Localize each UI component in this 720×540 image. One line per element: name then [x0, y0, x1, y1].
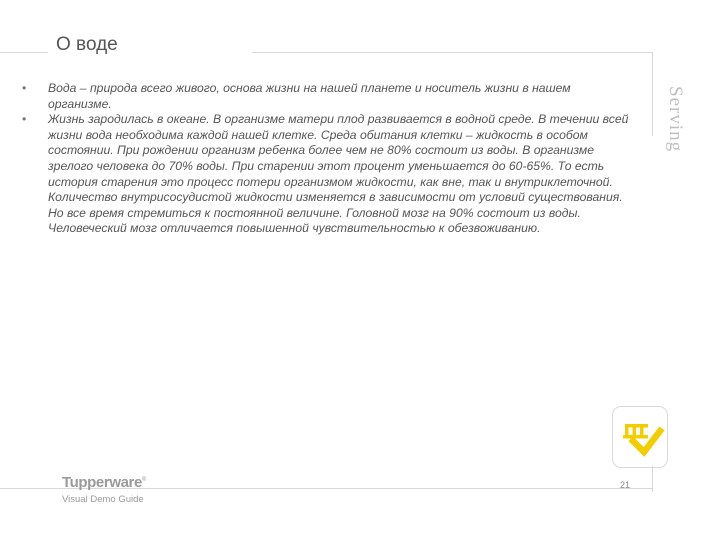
list-item	[22, 81, 632, 112]
top-divider-left	[0, 52, 48, 53]
bullet-dot-icon: •	[22, 112, 27, 127]
trademark-symbol: ®	[141, 477, 146, 483]
serving-logo-icon	[612, 406, 668, 468]
serving-logo-graphic	[613, 407, 667, 467]
top-divider	[252, 52, 652, 53]
slide-title: О воде	[56, 34, 118, 55]
list-item-text: Жизнь зародилась в океане. В организме матери плод развивается в водной среде. В течении всей жизни вода необходима каждой нашей клетке. Среда обитания клетки – жидкость в особом состоянии. При рождении организм ребенка более чем не 80% состоит из воды. В организме зрелого человека до 70% воды. При старении этот процент уменьшается до 60-65%. То есть история старения это процесс потери организмом жидкости, как вне, так и внутриклеточной. Количество внутрисосудистой жидкости изменяется в зависимости от условий существования. Но все время стремиться к постоянной величине. Головной мозг на 90% состоит из воды. Человеческий мозг отличается повышенной чувствительностью к обезвоживанию.	[48, 112, 629, 236]
brand-subtitle: Visual Demo Guide	[62, 494, 144, 505]
brand-logo	[62, 474, 146, 491]
bullet-dot-icon: •	[22, 81, 27, 95]
bullet-list	[22, 81, 632, 237]
list-item	[22, 112, 632, 237]
section-label-text: Serving	[665, 86, 686, 153]
brand-name: Tupperware	[62, 474, 142, 491]
section-label	[664, 86, 688, 156]
bottom-vertical-divider	[652, 466, 653, 492]
page-number: 21	[620, 480, 631, 490]
top-vertical-divider	[652, 52, 653, 136]
list-item-text: Вода – природа всего живого, основа жизни на нашей планете и носитель жизни в нашем организме.	[48, 81, 571, 111]
